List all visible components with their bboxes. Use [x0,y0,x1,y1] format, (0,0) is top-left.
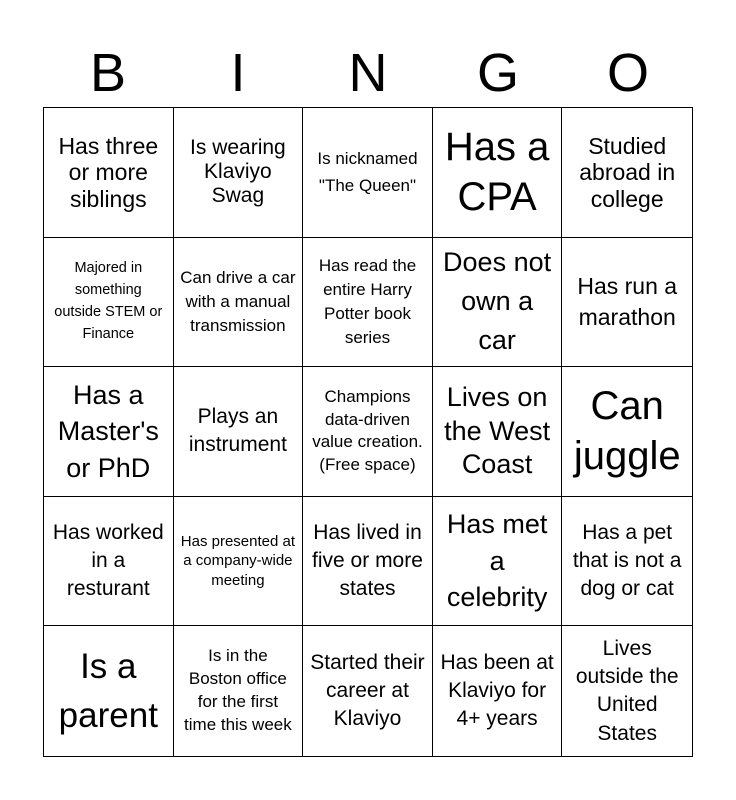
cell-text: Lives on the West Coast [444,381,551,480]
bingo-cell-r4c3[interactable] [303,497,433,627]
bingo-cell-r1c4[interactable] [433,108,563,238]
cell-text: Can juggle [573,384,681,479]
bingo-cell-r4c1[interactable] [44,497,174,627]
cell-text: Is a parent [58,647,158,736]
cell-text: Has been at Klaviyo for 4+ years [440,650,554,731]
bingo-cell-r5c2[interactable] [174,626,304,756]
bingo-cell-r5c4[interactable] [433,626,563,756]
header-letter-n: N [348,43,388,103]
cell-text: Is wearing Klaviyo Swag [190,136,286,208]
bingo-cell-r4c2[interactable] [174,497,304,627]
cell-text: Studied abroad in college [579,132,676,212]
cell-text: Has a Master's or PhD [57,379,159,483]
cell-text: Plays an instrument [188,405,287,457]
bingo-cell-r1c3[interactable] [303,108,433,238]
cell-text: Started their career at Klaviyo [310,650,425,731]
cell-text: Has a pet that is not a dog or cat [572,520,682,601]
header-letter-g: G [476,43,519,103]
cell-text: Champions data-driven value creation. (Free space) [312,386,423,475]
bingo-cell-r4c5[interactable] [562,497,692,627]
bingo-cell-r2c2[interactable] [174,238,304,368]
bingo-cell-r3c5[interactable] [562,367,692,497]
cell-text: Has run a marathon [577,272,678,330]
bingo-cell-r3c2[interactable] [174,367,304,497]
bingo-cell-r2c5[interactable] [562,238,692,368]
cell-text: Has presented at a company-wide meeting [180,532,296,589]
bingo-cell-r4c4[interactable] [433,497,563,627]
bingo-cell-r1c5[interactable] [562,108,692,238]
bingo-cell-r2c3[interactable] [303,238,433,368]
bingo-cell-r1c2[interactable] [174,108,304,238]
cell-text: Has met a celebrity [446,509,548,613]
bingo-card [43,107,693,757]
cell-text: Is in the Boston office for the first time this week [184,646,292,735]
bingo-header [43,40,693,106]
cell-text: Is nicknamed "The Queen" [317,149,418,196]
cell-text: Majored in something outside STEM or Finance [54,260,163,342]
header-letter-b: B [89,43,127,103]
bingo-cell-r1c1[interactable] [44,108,174,238]
bingo-cell-r5c1[interactable] [44,626,174,756]
cell-text: Has three or more siblings [58,132,159,212]
header-letter-o: O [606,43,649,103]
bingo-cell-free-space[interactable] [303,367,433,497]
header-letter-i: I [230,43,246,103]
bingo-cell-r3c1[interactable] [44,367,174,497]
cell-text: Has lived in five or more states [312,520,423,601]
cell-text: Has worked in a resturant [52,520,164,601]
cell-text: Has a CPA [444,125,550,220]
cell-text: Can drive a car with a manual transmission [180,268,296,335]
bingo-cell-r3c4[interactable] [433,367,563,497]
cell-text: Has read the entire Harry Potter book series [318,256,417,347]
cell-text: Lives outside the United States [575,636,679,745]
bingo-cell-r2c1[interactable] [44,238,174,368]
bingo-cell-r2c4[interactable] [433,238,563,368]
bingo-cell-r5c5[interactable] [562,626,692,756]
cell-text: Does not own a car [443,247,552,356]
bingo-cell-r5c3[interactable] [303,626,433,756]
